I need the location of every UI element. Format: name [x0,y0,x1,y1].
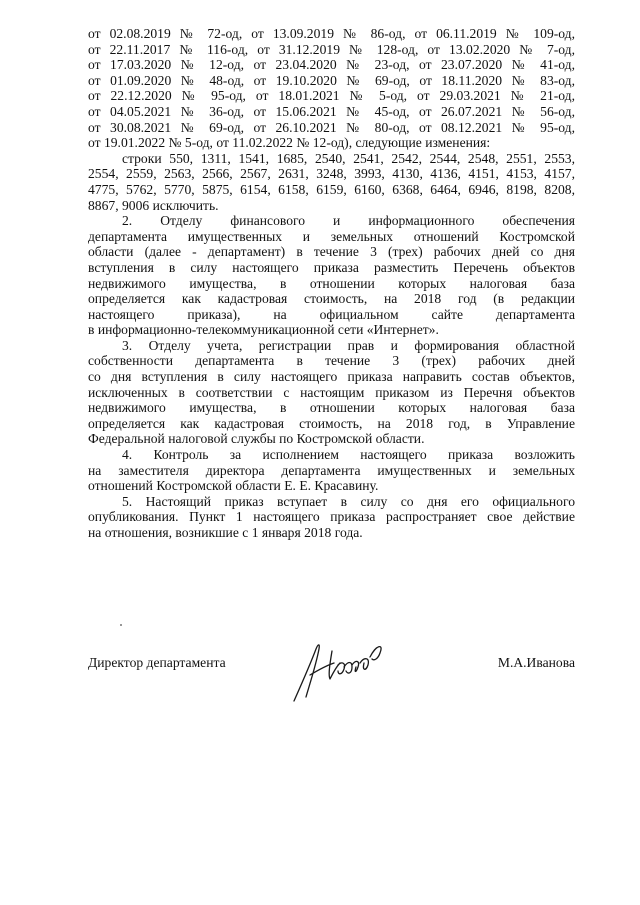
text-line: 5. Настоящий приказ вступает в силу со дня его официального [122,493,575,509]
text-line: 3. Отделу учета, регистрации прав и формирования областной [122,337,575,353]
text-line: на отношения, возникшие с 1 января 2018 года. [88,525,363,540]
text-line: на заместителя директора департамента имущественных и земельных [88,462,575,478]
text-line: 8867, 9006 исключить. [88,197,219,213]
paragraph-2 [88,213,575,338]
text-line: департамента имущественных и земельных отношений Костромской [88,228,575,244]
paragraph-3 [88,338,575,447]
text-line: области (далее - департамент) в течение 3 (трех) рабочих дней со дня [88,244,575,260]
text-line: от 22.11.2017 № 116-од, от 31.12.2019 № 128-од, от 13.02.2020 № 7-од, [88,41,575,57]
text-line: от 02.08.2019 № 72-од, от 13.09.2019 № 86-од, от 06.11.2019 № 109-од, [88,26,575,41]
text-line: от 17.03.2020 № 12-од, от 23.04.2020 № 23-од, от 23.07.2020 № 41-од, [88,57,575,73]
signature-block [88,655,575,715]
paragraph-4 [88,447,575,494]
text-line: настоящего приказа), на официальном сайте департамента [88,306,575,322]
text-line: со дня вступления в силу настоящего приказа направить состав объектов, [88,369,575,385]
text-line: опубликования. Пункт 1 настоящего приказа распространяет свое действие [88,509,575,525]
text-line: Федеральной налоговой службы по Костромской области. [88,431,425,447]
text-line: от 04.05.2021 № 36-од, от 15.06.2021 № 45-од, от 26.07.2021 № 56-од, [88,103,575,119]
text-line: от 19.01.2022 № 5-од, от 11.02.2022 № 12-од), следующие изменения: [88,135,491,151]
text-line: вступления в силу настоящего приказа разместить Перечень объектов [88,259,575,275]
text-line: определяется как кадастровая стоимость, на 2018 год, в Управление [88,415,575,431]
amendments-intro [88,26,575,151]
text-line: от 22.12.2020 № 95-од, от 18.01.2021 № 5-од, от 29.03.2021 № 21-од, [88,88,575,104]
document-body [88,26,575,541]
text-line: 2. Отделу финансового и информационного обеспечения [122,213,575,229]
text-line: 2554, 2559, 2563, 2566, 2567, 2631, 3248, 3993, 4130, 4136, 4151, 4153, 4157, [88,166,575,182]
text-line: недвижимого имущества, в отношении которых налоговая база [88,275,575,291]
text-line: собственности департамента в течение 3 (трех) рабочих дней [88,353,575,369]
text-line: в информационно-телекоммуникационной сети «Интернет». [88,322,439,338]
signatory-name: М.А.Иванова [497,655,575,670]
text-line: недвижимого имущества, в отношении которых налоговая база [88,400,575,416]
text-line: исключенных в соответствии с настоящим приказом из Перечня объектов [88,384,575,400]
signatory-title: Директор департамента [88,655,226,670]
text-line: от 30.08.2021 № 69-од, от 26.10.2021 № 80-од, от 08.12.2021 № 95-од, [88,119,575,135]
text-line: определяется как кадастровая стоимость, на 2018 год (в редакции [88,291,575,307]
handwritten-signature [280,635,410,707]
rows-to-exclude [88,151,575,213]
text-line: 4. Контроль за исполнением настоящего приказа возложить [122,447,575,463]
scan-speck [120,624,122,626]
paragraph-5 [88,494,575,541]
text-line: отношений Костромской области Е. Е. Красавину. [88,478,379,494]
text-line: строки 550, 1311, 1541, 1685, 2540, 2541, 2542, 2544, 2548, 2551, 2553, [122,150,575,166]
text-line: от 01.09.2020 № 48-од, от 19.10.2020 № 69-од, от 18.11.2020 № 83-од, [88,72,575,88]
text-line: 4775, 5762, 5770, 5875, 6154, 6158, 6159, 6160, 6368, 6464, 6946, 8198, 8208, [88,181,575,197]
